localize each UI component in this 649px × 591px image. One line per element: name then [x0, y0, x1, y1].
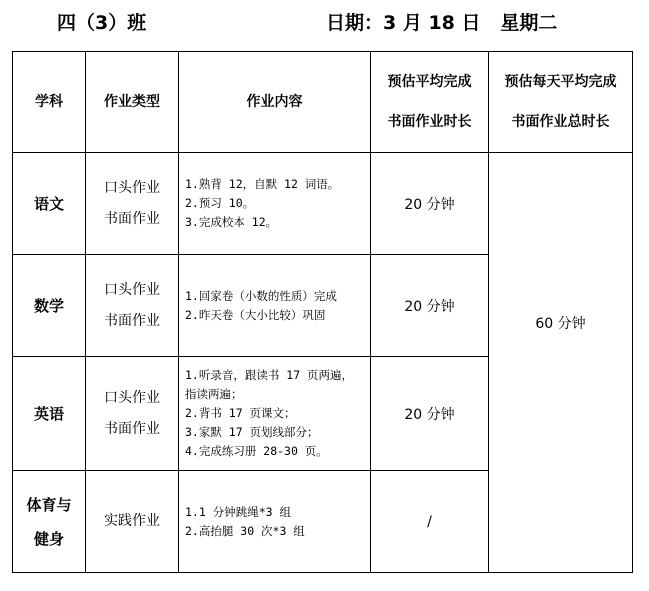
- subject-cell: [13, 471, 86, 573]
- content-line: 4.完成练习册 28-30 页。: [185, 444, 328, 458]
- content-line: 1.熟背 12，自默 12 词语。: [185, 177, 340, 191]
- type-line: 口头作业: [104, 389, 160, 406]
- header-type: 作业类型: [86, 52, 179, 153]
- type-line: 口头作业: [104, 281, 160, 298]
- type-cell: [86, 255, 179, 357]
- header-avg-time-line: 书面作业时长: [387, 114, 472, 130]
- subject-line: 语文: [33, 194, 64, 213]
- subject-line: 健身: [33, 529, 64, 548]
- type-line: 书面作业: [104, 312, 160, 329]
- subject-line: 英语: [33, 404, 64, 423]
- content-line: 2.预习 10。: [185, 196, 255, 210]
- content-line: 1.听录音，跟读书 17 页两遍，: [185, 368, 354, 382]
- type-cell: [86, 153, 179, 255]
- header-avg-time-line: 预估平均完成: [387, 74, 472, 90]
- content-cell: [179, 471, 371, 573]
- type-line: 口头作业: [104, 179, 160, 196]
- content-cell: [179, 153, 371, 255]
- type-cell: [86, 471, 179, 573]
- subject-cell: [13, 255, 86, 357]
- subject-line: 体育与: [26, 495, 72, 514]
- total-time-cell: [489, 153, 633, 573]
- header-total-time-line: 预估每天平均完成: [504, 74, 617, 90]
- header-total-time-line: 书面作业总时长: [511, 114, 610, 130]
- type-line: 书面作业: [104, 210, 160, 227]
- content-line: 1.回家卷（小数的性质）完成: [185, 288, 337, 303]
- content-cell: [179, 357, 371, 471]
- content-line: 指读两遍；: [185, 387, 243, 401]
- type-cell: [86, 357, 179, 471]
- header-avg-time: [371, 52, 489, 153]
- content-line: 2.昨天卷（大小比较）巩固: [185, 307, 326, 322]
- content-line: 1.1 分钟跳绳*3 组: [185, 504, 291, 519]
- date-text: 日期：3 月 18 日 星期二: [326, 12, 558, 34]
- content-line: 2.高抬腿 30 次*3 组: [185, 523, 305, 538]
- time-cell: 20 分钟: [371, 255, 489, 357]
- homework-table: [12, 51, 632, 574]
- header-total-time: [489, 52, 633, 153]
- time-cell: 20 分钟: [371, 357, 489, 471]
- header-row: [13, 52, 633, 153]
- header-content: 作业内容: [179, 52, 371, 153]
- content-line: 3.家默 17 页划线部分；: [185, 425, 319, 439]
- content-cell: [179, 255, 371, 357]
- type-line: 书面作业: [104, 420, 160, 437]
- time-cell: /: [371, 471, 489, 573]
- time-cell: 20 分钟: [371, 153, 489, 255]
- header-subject: 学科: [13, 52, 86, 153]
- subject-cell: [13, 153, 86, 255]
- subject-cell: [13, 357, 86, 471]
- content-line: 3.完成校本 12。: [185, 215, 278, 229]
- table-row: [13, 153, 633, 255]
- type-line: 实践作业: [104, 513, 160, 529]
- total-time-value: 60 分钟: [535, 315, 586, 332]
- class-name: 四（3）班: [57, 12, 147, 34]
- subject-line: 数学: [33, 296, 64, 315]
- content-line: 2.背书 17 页课文；: [185, 406, 296, 420]
